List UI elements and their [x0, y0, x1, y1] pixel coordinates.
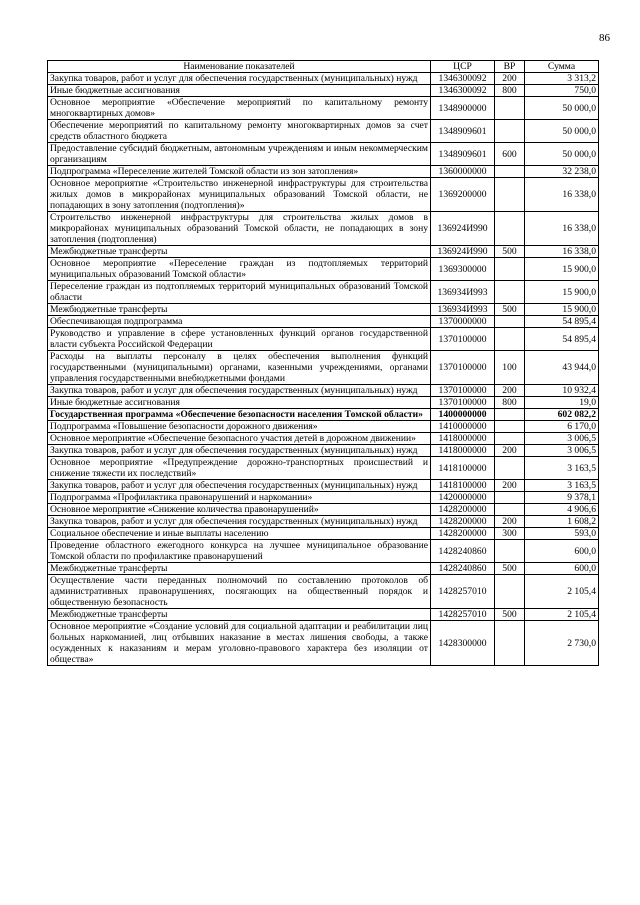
cell-sum: 3 006,5: [525, 433, 599, 445]
table-row: [48, 316, 599, 328]
cell-vr: [495, 540, 525, 563]
cell-csr: 1370100000: [431, 351, 495, 385]
cell-name: Основное мероприятие «Обеспечение мероприятий по капитальному ремонту многоквартирных домов»: [48, 97, 431, 120]
cell-vr: 200: [495, 445, 525, 457]
cell-name: Обеспечение мероприятий по капитальному ремонту многоквартирных домов за счет средств областного бюджета: [48, 120, 431, 143]
cell-sum: 600,0: [525, 563, 599, 575]
cell-sum: 19,0: [525, 397, 599, 409]
table-row: [48, 258, 599, 281]
cell-vr: [495, 621, 525, 666]
table-row: [48, 178, 599, 212]
cell-sum: 54 895,4: [525, 328, 599, 351]
cell-sum: 16 338,0: [525, 178, 599, 212]
cell-vr: 500: [495, 563, 525, 575]
cell-sum: 6 170,0: [525, 421, 599, 433]
cell-csr: 1420000000: [431, 492, 495, 504]
table-row: [48, 351, 599, 385]
cell-vr: 200: [495, 385, 525, 397]
cell-csr: 1370100000: [431, 328, 495, 351]
table-row: [48, 457, 599, 480]
cell-sum: 593,0: [525, 528, 599, 540]
cell-sum: 15 900,0: [525, 304, 599, 316]
table-row: [48, 385, 599, 397]
cell-name: Иные бюджетные ассигнования: [48, 397, 431, 409]
cell-sum: 16 338,0: [525, 246, 599, 258]
cell-csr: 136934И993: [431, 281, 495, 304]
table-row: [48, 281, 599, 304]
cell-name: Основное мероприятие «Переселение граждан из подтопляемых территорий муниципальных образований Томской области»: [48, 258, 431, 281]
table-row: [48, 540, 599, 563]
cell-csr: 1346300092: [431, 85, 495, 97]
cell-name: Закупка товаров, работ и услуг для обеспечения государственных (муниципальных) нужд: [48, 73, 431, 85]
cell-name: Предоставление субсидий бюджетным, автономным учреждениям и иным некоммерческим организациям: [48, 143, 431, 166]
cell-vr: [495, 212, 525, 246]
cell-vr: [495, 492, 525, 504]
cell-name: Руководство и управление в сфере установленных функций органов государственной власти субъекта Российской Федерации: [48, 328, 431, 351]
cell-name: Обеспечивающая подпрограмма: [48, 316, 431, 328]
cell-vr: [495, 409, 525, 421]
cell-vr: [495, 504, 525, 516]
cell-name: Закупка товаров, работ и услуг для обеспечения государственных (муниципальных) нужд: [48, 385, 431, 397]
cell-csr: 1410000000: [431, 421, 495, 433]
cell-name: Иные бюджетные ассигнования: [48, 85, 431, 97]
cell-csr: 1428200000: [431, 528, 495, 540]
table-row: [48, 492, 599, 504]
cell-vr: [495, 178, 525, 212]
cell-sum: 3 006,5: [525, 445, 599, 457]
cell-csr: 1360000000: [431, 166, 495, 178]
cell-name: Расходы на выплаты персоналу в целях обеспечения выполнения функций государственными (муниципальными) органами, казенными учреждениями, органами управления государственными внебюджетными фондами: [48, 351, 431, 385]
cell-sum: 2 730,0: [525, 621, 599, 666]
table-row: [48, 409, 599, 421]
cell-csr: 1369300000: [431, 258, 495, 281]
cell-sum: 15 900,0: [525, 258, 599, 281]
cell-vr: 100: [495, 351, 525, 385]
cell-csr: 1428300000: [431, 621, 495, 666]
table-row: [48, 328, 599, 351]
cell-csr: 1400000000: [431, 409, 495, 421]
cell-sum: 750,0: [525, 85, 599, 97]
cell-name: Основное мероприятие «Создание условий для социальной адаптации и реабилитации лиц больных наркоманией, лиц отбывших наказание в местах лишения свободы, а также осужденных к наказаниям и мерам уголовно-правового характера без изоляции от общества»: [48, 621, 431, 666]
column-header-sum: Сумма: [525, 61, 599, 73]
cell-csr: 1348909601: [431, 143, 495, 166]
cell-csr: 1428200000: [431, 504, 495, 516]
cell-vr: [495, 258, 525, 281]
cell-sum: 3 313,2: [525, 73, 599, 85]
cell-vr: [495, 120, 525, 143]
cell-sum: 3 163,5: [525, 480, 599, 492]
cell-name: Подпрограмма «Повышение безопасности дорожного движения»: [48, 421, 431, 433]
column-header-vr: ВР: [495, 61, 525, 73]
cell-sum: 2 105,4: [525, 609, 599, 621]
budget-table: [47, 60, 599, 666]
cell-csr: 1369200000: [431, 178, 495, 212]
cell-vr: [495, 281, 525, 304]
cell-vr: 500: [495, 609, 525, 621]
cell-name: Государственная программа «Обеспечение безопасности населения Томской области»: [48, 409, 431, 421]
cell-vr: [495, 97, 525, 120]
cell-csr: 1418100000: [431, 457, 495, 480]
cell-name: Проведение областного ежегодного конкурса на лучшее муниципальное образование Томской области по профилактике правонарушений: [48, 540, 431, 563]
cell-sum: 50 000,0: [525, 143, 599, 166]
table-row: [48, 445, 599, 457]
cell-csr: 1428257010: [431, 575, 495, 609]
table-row: [48, 621, 599, 666]
cell-csr: 1370100000: [431, 385, 495, 397]
table-row: [48, 397, 599, 409]
cell-sum: 15 900,0: [525, 281, 599, 304]
cell-sum: 2 105,4: [525, 575, 599, 609]
cell-name: Основное мероприятие «Обеспечение безопасного участия детей в дорожном движении»: [48, 433, 431, 445]
cell-csr: 1428200000: [431, 516, 495, 528]
table-row: [48, 246, 599, 258]
cell-vr: 200: [495, 516, 525, 528]
cell-name: Осуществление части переданных полномочий по составлению протоколов об административных правонарушениях, посягающих на общественный порядок и общественную безопасность: [48, 575, 431, 609]
cell-name: Строительство инженерной инфраструктуры для строительства жилых домов в микрорайонах муниципальных образований Томской области, не попадающих в зону затопления (подтопления): [48, 212, 431, 246]
cell-csr: 136924И990: [431, 212, 495, 246]
table-row: [48, 421, 599, 433]
cell-csr: 136924И990: [431, 246, 495, 258]
cell-sum: 9 378,1: [525, 492, 599, 504]
cell-sum: 1 608,2: [525, 516, 599, 528]
cell-vr: 800: [495, 85, 525, 97]
cell-sum: 4 906,6: [525, 504, 599, 516]
cell-vr: 500: [495, 304, 525, 316]
cell-name: Подпрограмма «Переселение жителей Томской области из зон затопления»: [48, 166, 431, 178]
cell-name: Закупка товаров, работ и услуг для обеспечения государственных (муниципальных) нужд: [48, 445, 431, 457]
cell-vr: [495, 421, 525, 433]
cell-name: Межбюджетные трансферты: [48, 609, 431, 621]
cell-csr: 1428240860: [431, 540, 495, 563]
cell-vr: [495, 433, 525, 445]
cell-name: Основное мероприятие «Предупреждение дорожно-транспортных происшествий и снижение тяжести их последствий»: [48, 457, 431, 480]
cell-vr: 600: [495, 143, 525, 166]
table-row: [48, 143, 599, 166]
table-header-row: [48, 61, 599, 73]
table-row: [48, 166, 599, 178]
cell-sum: 602 082,2: [525, 409, 599, 421]
cell-csr: 1348909601: [431, 120, 495, 143]
cell-name: Межбюджетные трансферты: [48, 246, 431, 258]
cell-csr: 1428257010: [431, 609, 495, 621]
cell-vr: [495, 166, 525, 178]
cell-sum: 10 932,4: [525, 385, 599, 397]
cell-csr: 1418000000: [431, 433, 495, 445]
cell-sum: 16 338,0: [525, 212, 599, 246]
column-header-csr: ЦСР: [431, 61, 495, 73]
table-row: [48, 609, 599, 621]
table-row: [48, 504, 599, 516]
cell-sum: 50 000,0: [525, 97, 599, 120]
table-row: [48, 85, 599, 97]
cell-sum: 50 000,0: [525, 120, 599, 143]
table-body: [48, 73, 599, 666]
cell-vr: 200: [495, 480, 525, 492]
cell-csr: 1348900000: [431, 97, 495, 120]
cell-vr: 500: [495, 246, 525, 258]
cell-name: Закупка товаров, работ и услуг для обеспечения государственных (муниципальных) нужд: [48, 480, 431, 492]
cell-name: Основное мероприятие «Снижение количества правонарушений»: [48, 504, 431, 516]
cell-name: Социальное обеспечение и иные выплаты населению: [48, 528, 431, 540]
cell-sum: 600,0: [525, 540, 599, 563]
table-row: [48, 304, 599, 316]
cell-vr: [495, 316, 525, 328]
cell-csr: 1418100000: [431, 480, 495, 492]
table-row: [48, 433, 599, 445]
cell-vr: 300: [495, 528, 525, 540]
cell-sum: 32 238,0: [525, 166, 599, 178]
cell-sum: 43 944,0: [525, 351, 599, 385]
cell-name: Основное мероприятие «Строительство инженерной инфраструктуры для строительства жилых домов в микрорайонах муниципальных образований Томской области, не попадающих в зону затопления (подтопления)»: [48, 178, 431, 212]
cell-csr: 1370100000: [431, 397, 495, 409]
cell-sum: 3 163,5: [525, 457, 599, 480]
cell-vr: 200: [495, 73, 525, 85]
cell-name: Закупка товаров, работ и услуг для обеспечения государственных (муниципальных) нужд: [48, 516, 431, 528]
cell-csr: 1418000000: [431, 445, 495, 457]
page-number: 86: [599, 32, 610, 44]
cell-csr: 136934И993: [431, 304, 495, 316]
table-row: [48, 73, 599, 85]
cell-name: Подпрограмма «Профилактика правонарушений и наркомании»: [48, 492, 431, 504]
cell-vr: [495, 328, 525, 351]
cell-csr: 1346300092: [431, 73, 495, 85]
table-row: [48, 120, 599, 143]
cell-vr: [495, 575, 525, 609]
cell-vr: 800: [495, 397, 525, 409]
cell-sum: 54 895,4: [525, 316, 599, 328]
table-row: [48, 563, 599, 575]
table-row: [48, 480, 599, 492]
cell-name: Межбюджетные трансферты: [48, 563, 431, 575]
table-row: [48, 212, 599, 246]
table-row: [48, 516, 599, 528]
cell-name: Переселение граждан из подтопляемых территорий муниципальных образований Томской области: [48, 281, 431, 304]
cell-csr: 1428240860: [431, 563, 495, 575]
cell-csr: 1370000000: [431, 316, 495, 328]
table-row: [48, 97, 599, 120]
cell-name: Межбюджетные трансферты: [48, 304, 431, 316]
table-row: [48, 575, 599, 609]
cell-vr: [495, 457, 525, 480]
table-row: [48, 528, 599, 540]
column-header-name: Наименование показателей: [48, 61, 431, 73]
